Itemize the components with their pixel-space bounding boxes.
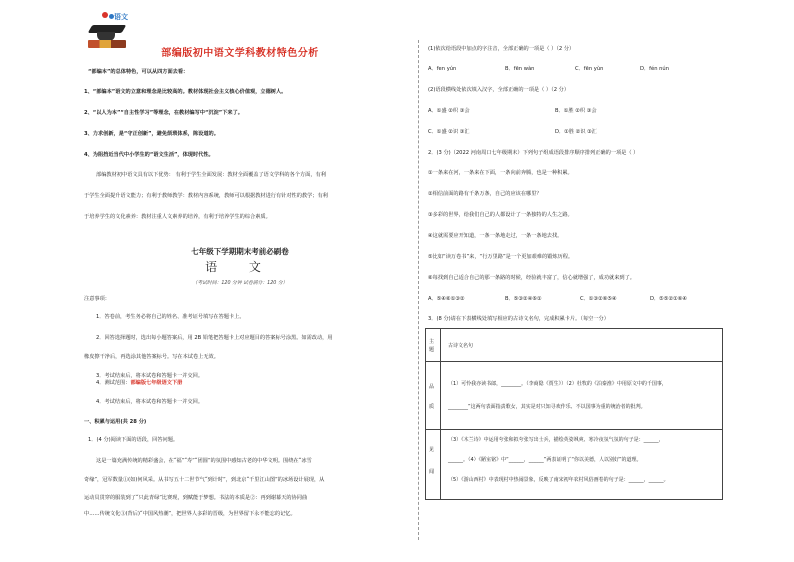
notice-range-value: 部编版七年级语文下册 [130,380,183,386]
notice-item: 3．考试结束后，将本试卷和答题卡一并交回。 [96,373,204,379]
section-heading: 一、积累与运用(共 28 分) [84,419,147,425]
sentence: ③多彩的世界，给我们自己的人都设计了一条独特的人生之路。 [428,212,573,218]
table-cell: （5）《游山西村》中表现村中热闹景象，反映了南宋初年农村风俗画卷的句子是：______，______。 [448,477,669,483]
table-cell: （1）可怜我亦读书郎，________。（李商隐《贾生》）（2）杜牧的《泊秦淮》中用原文中的千国事， [448,381,667,387]
notice-heading: 注意事项： [84,296,110,302]
question-1-1: (1)依次给语段中加点的字注音，全部正确的一项是（ ）（2 分） [428,46,575,52]
passage-line: 运动员贯穿的服装到了“只此青绿”比赛现，到赋能于梦想。书法的本质是②：再到谢幕天的协同曲 [84,495,308,501]
notice-item: 1．答卷前，考生务必将自己的姓名、准考证号填写在答题卡上。 [96,314,245,320]
table-theme-cell: 见 [429,447,435,453]
table-header-cell: 古诗文名句 [448,343,474,349]
exam-subject: 语 文 [205,260,275,274]
exam-info: （考试时间：120 分钟 试卷满分：120 分） [192,281,288,286]
intro-point-1: 1、“部编本”语文的立意和理念是比较高的。教材体现社会主义核心价值观，立德树人。 [84,89,287,95]
logo-text: 语文 [114,13,128,21]
poetry-table [425,328,723,500]
intro-line: “部编本”的总体特色，可以从四方面去看： [88,69,189,75]
option-c: C．fēn yùn [575,66,604,72]
intro-paragraph: 于培养学生的文化素养：教材注重人文素养的培养，有利于培养学生的综合素质。 [84,214,271,220]
table-theme-cell: 品 [429,384,435,390]
table-row-divider [426,429,722,430]
table-cell: ________”这两句表面指责歌女，其实是对只知寻欢作乐、不以国事为重的统治者的批判。 [448,404,646,410]
notice-item: 4．考试结束后，将本试卷和答题卡一并交回。 [96,399,204,405]
sentence: ①一条来在河，一条来在下面，一条向前奔腾，也是一种积累。 [428,170,573,176]
option-b: B．fēn wàn [505,66,535,72]
option-a: A．⑤④⑥①③② [428,296,465,302]
sentence: ⑤比如“读万卷书”来，“行万里路”是一个更加艰难的锻炼历程。 [428,254,574,260]
option-c: C．①③②⑥⑤④ [580,296,617,302]
table-theme-cell: 质 [429,404,435,410]
table-row-divider [426,361,722,362]
logo-red-dot [102,12,108,18]
option-a: A．fen yún [428,66,457,72]
notice-range-label: 4．测试范围： [96,380,131,386]
table-header-cell: 题 [429,347,435,353]
notice-item: 2．回答选择题时，选出每小题答案后，用 2B 铅笔把答题卡上对应题目的答案标号涂黑。如需改动，用 [96,335,333,341]
option-d: D．⑤⑤②①⑥④ [650,296,688,302]
sentence: ②相信前面的路有千条万条，自己的应该在哪里？ [428,191,542,197]
sentence: ⑥每找到自己适合自己的那一条路的时候，经验就丰富了，信心就增强了，成功就来到了。 [428,275,635,281]
table-column-divider [440,329,441,499]
page-title: 部编版初中语文学科教材特色分析 [161,48,319,59]
option-b: B．⑤③②④⑥① [505,296,542,302]
option-a: A．①盛 ②织 ③会 [428,108,470,114]
option-c: C．①盛 ②识 ③汇 [428,129,470,135]
intro-point-2: 2、“以人为本”“自主性学习”等理念，在教材编写中“沉淀”下来了。 [84,110,243,116]
question-1-2: (2)语段横线处依次填入汉字，全部正确的一项是（ ）（2 分） [428,87,570,93]
table-cell: （3）《木兰诗》中运用夸张和拟夸张写出士兵，描绘英姿飒爽、寒冷夜氛气氛的句子是：______， [448,437,664,443]
intro-point-3: 3、力求创新，是“守正创新”，避免烦琐体系，陈设道的。 [84,131,219,137]
passage-line: 中……传统文化③(背后)“中国风热潮”，把世界人多彩的晋级，为世界留下永不能忘的记忆。 [84,511,296,517]
sentence: ④这就需要应开知道，一条一条地走过，一条一条地去找。 [428,233,563,239]
intro-point-4: 4、为阻挡近当代中小学生的“语文生活”，体现时代性。 [84,152,214,158]
question-2: 2．(3 分)（2022 河南周口七年级期末）下列句子组成语段排序顺序排列正确的一项是（ ） [428,150,639,156]
notice-range [96,380,182,386]
option-b: B．①胜 ②织 ③会 [555,108,597,114]
option-d: D．①胜 ②识 ③汇 [555,129,597,135]
table-cell: ______。（4）《陋室铭》中“______，______”两表证明了“你以美德，人以别好”的道理。 [448,457,642,463]
notice-item: 橡皮擦干净后，再选涂其他答案标号。写在本试卷上无效。 [84,354,219,360]
intro-paragraph: 部编教材初中语文具有以下优势： 有利于学生全面发展：教材全面覆盖了语文学科的各个方面，有利 [96,172,326,178]
question-1: 1．(4 分)阅读下面的语段，回答问题。 [88,437,179,443]
table-theme-cell: 闻 [429,469,435,475]
exam-title: 七年级下学期期末考前必刷卷 [191,247,289,256]
intro-paragraph: 于学生全面提升语文能力；有利于教师教学：教材内容系统，教师可以根据教材进行有针对性的教学；有利 [84,193,328,199]
passage-line: 这是一篇充满传统的精彩盛会，在“福”“寿”“团圆”的氛围中感知古老的中华文明。围绕在“冰雪 [96,458,312,464]
column-divider [418,40,419,540]
table-header-cell: 主 [429,339,435,345]
passage-line: 奇缘”，冠军数量①(如)何风采。从书写五十二世节气“到计时”，到北京“千里江山图”的冰场设计展现，从 [84,477,325,483]
option-d: D．fén nún [640,66,669,72]
question-3: 3．(8 分)请在下表横线处填写相应的古诗文名句，完成积累卡片。（每空一分） [428,316,609,322]
